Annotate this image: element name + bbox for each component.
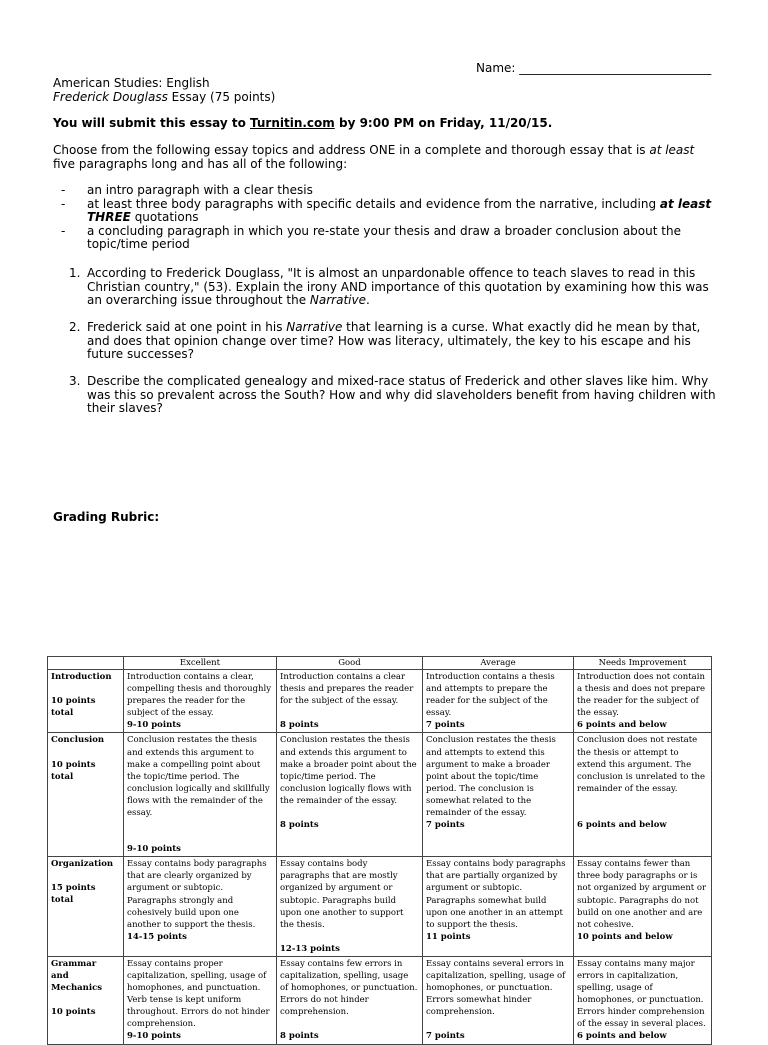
row-points-total: 15 points total xyxy=(51,883,96,906)
cell-text: Essay contains several errors in capitalization, spelling, usage of homophones, or punctuation. Errors somewhat hinder comprehension. xyxy=(426,958,566,1018)
instructions-text: Choose from the following essay topics and address ONE in a complete and thorough essay that is xyxy=(53,143,650,157)
rubric-row-grammar xyxy=(48,956,712,1044)
row-points-total: 10 points total xyxy=(51,759,96,782)
topic-emphasis: Narrative xyxy=(309,293,366,307)
cell-points: 6 points and below xyxy=(577,720,667,731)
table-cell xyxy=(423,670,574,733)
essay-topics-list xyxy=(69,267,717,429)
cell-text: Introduction contains a thesis and attempts to prepare the reader for the subject of the essay. xyxy=(426,672,555,719)
table-cell xyxy=(574,670,712,733)
table-cell xyxy=(277,733,423,857)
cell-points: 7 points xyxy=(426,1031,465,1042)
assignment-points: Essay (75 points) xyxy=(167,90,276,104)
column-header: Good xyxy=(277,657,423,670)
cell-points: 8 points xyxy=(280,820,319,831)
name-field-label: Name: ________________________________ xyxy=(476,61,712,75)
table-cell xyxy=(574,733,712,857)
requirement-item xyxy=(61,198,721,225)
topic-text: Frederick said at one point in his xyxy=(87,320,287,334)
table-cell xyxy=(124,670,277,733)
topic-emphasis: Narrative xyxy=(286,320,343,334)
cell-points: 8 points xyxy=(280,1031,319,1042)
requirement-text: at least three body paragraphs with specific details and evidence from the narrative, including xyxy=(87,196,660,211)
cell-points: 9-10 points xyxy=(127,1031,181,1042)
cell-text: Conclusion restates the thesis and attempts to extend this argument to make a broader point about the topic/time period. The conclusion is somewhat related to the remainder of the essay. xyxy=(426,735,556,819)
table-cell xyxy=(423,733,574,857)
course-header xyxy=(53,76,275,104)
topic-item xyxy=(69,267,717,308)
cell-text: Conclusion does not restate the thesis or attempt to extend this argument. The conclusion is unrelated to the remainder of the essay. xyxy=(577,735,706,794)
column-header: Needs Improvement xyxy=(574,657,712,670)
topic-number: 3. xyxy=(69,374,81,388)
row-points-total: 10 points xyxy=(51,1007,96,1018)
row-label: Conclusion xyxy=(51,735,105,746)
cell-text: Introduction contains a clear thesis and prepares the reader for the subject of the essay. xyxy=(280,672,414,707)
cell-text: Essay contains proper capitalization, spelling, usage of homophones, and punctuation. Verb tense is kept uniform throughout. Errors do not hinder comprehension. xyxy=(127,958,270,1030)
table-cell xyxy=(423,857,574,957)
cell-points: 10 points and below xyxy=(577,931,673,942)
table-cell xyxy=(574,956,712,1044)
requirement-item xyxy=(61,225,721,252)
table-cell xyxy=(124,857,277,957)
cell-text: Introduction contains a clear, compelling thesis and thoroughly prepares the reader for the subject of the essay. xyxy=(127,672,272,719)
cell-text: Essay contains few errors in capitalization, spelling, usage of homophones, or punctuation. Errors do not hinder comprehension. xyxy=(280,958,418,1018)
cell-text: Essay contains body paragraphs that are mostly organized by argument or subtopic. Paragraphs build upon one another to support the thesis. xyxy=(280,859,404,930)
cell-points: 7 points xyxy=(426,720,465,731)
grading-rubric-table xyxy=(47,656,712,1045)
rubric-row-organization xyxy=(48,857,712,957)
topic-text-end: that learning is a curse. What exactly did he mean by that, and does that opinion change over time? How was literacy, ultimately, the key to his escape and his future successes? xyxy=(87,320,701,361)
submission-instructions xyxy=(53,116,552,130)
topic-number: 2. xyxy=(69,320,81,334)
cell-points: 8 points xyxy=(280,720,319,731)
column-header: Excellent xyxy=(124,657,277,670)
table-cell xyxy=(124,733,277,857)
rubric-header-row xyxy=(48,657,712,670)
column-header: Average xyxy=(423,657,574,670)
course-title: American Studies: English xyxy=(53,76,210,90)
rubric-row-conclusion xyxy=(48,733,712,857)
instructions-paragraph xyxy=(53,144,718,171)
cell-points: 6 points and below xyxy=(577,819,667,830)
rubric-heading: Grading Rubric: xyxy=(53,510,160,524)
submit-deadline: by 9:00 PM on Friday, 11/20/15. xyxy=(334,116,553,130)
instructions-text-end: five paragraphs long and has all of the following: xyxy=(53,156,348,171)
table-cell xyxy=(277,670,423,733)
requirement-text: an intro paragraph with a clear thesis xyxy=(87,183,313,197)
requirements-list xyxy=(61,184,721,252)
rubric-row-introduction xyxy=(48,670,712,733)
topic-text: Describe the complicated genealogy and mixed-race status of Frederick and other slaves like him. Why was this so prevalent across the South? How and why did slaveholders benefit from having children with their slaves? xyxy=(87,374,716,415)
table-cell xyxy=(574,857,712,957)
cell-text: Essay contains fewer than three body paragraphs or is not organized by argument or subtopic. Paragraphs do not build on one another and are not cohesive. xyxy=(577,859,707,930)
cell-points: 14-15 points xyxy=(127,931,187,942)
turnitin-link[interactable]: Turnitin.com xyxy=(250,116,335,130)
row-label: Organization xyxy=(51,859,114,870)
cell-text: Essay contains many major errors in capitalization, spelling, usage of homophones, or punctuation. Errors hinder comprehension of the essay in several places. xyxy=(577,958,706,1030)
cell-text: Essay contains body paragraphs that are clearly organized by argument or subtopic. Paragraphs strongly and cohesively build upon one another to support the thesis. xyxy=(127,859,267,930)
table-cell xyxy=(423,956,574,1044)
cell-text: Essay contains body paragraphs that are partially organized by argument or subtopic. Paragraphs somewhat build upon one another in an attempt to support the thesis. xyxy=(426,859,566,930)
topic-text-end: . xyxy=(365,293,370,307)
requirement-text-end: quotations xyxy=(130,210,199,224)
cell-text: Conclusion restates the thesis and extends this argument to make a broader point about the topic/time period. The conclusion logically flows with the remainder of the essay. xyxy=(280,735,417,806)
submit-prefix: You will submit this essay to xyxy=(53,116,250,130)
cell-text: Introduction does not contain a thesis and does not prepare the reader for the subject of the essay. xyxy=(577,672,706,719)
assignment-book-title: Frederick Douglass xyxy=(53,90,168,104)
table-cell xyxy=(277,956,423,1044)
topic-item xyxy=(69,375,717,416)
cell-points: 7 points xyxy=(426,820,465,831)
cell-points: 12-13 points xyxy=(280,943,340,954)
cell-points: 6 points and below xyxy=(577,1031,667,1042)
row-label: Introduction xyxy=(51,672,112,682)
table-cell xyxy=(277,857,423,957)
row-label: Grammar and Mechanics xyxy=(51,958,103,994)
assignment-title xyxy=(53,90,275,104)
row-label-cell xyxy=(48,956,124,1044)
cell-text: Conclusion restates the thesis and extends this argument to make a compelling point about the topic/time period. The conclusion logically and skillfully flows with the remainder of the essay. xyxy=(127,735,270,819)
topic-number: 1. xyxy=(69,266,81,280)
table-cell xyxy=(124,956,277,1044)
requirement-emphasis: at least THREE xyxy=(87,196,712,224)
instructions-emphasis: at least xyxy=(649,143,695,157)
row-label-cell xyxy=(48,857,124,957)
rubric-corner-cell xyxy=(48,657,124,670)
cell-points: 9-10 points xyxy=(127,844,181,855)
row-label-cell xyxy=(48,670,124,733)
row-label-cell xyxy=(48,733,124,857)
cell-points: 9-10 points xyxy=(127,720,181,731)
requirement-text: a concluding paragraph in which you re-state your thesis and draw a broader conclusion about the topic/time period xyxy=(87,223,681,251)
topic-text: According to Frederick Douglass, "It is almost an unpardonable offence to teach slaves to read in this Christian country," (53). Explain the irony AND importance of this quotation by examining how this was an overarching issue throughout the xyxy=(87,266,709,307)
topic-item xyxy=(69,321,717,362)
cell-points: 11 points xyxy=(426,931,471,942)
row-points-total: 10 points total xyxy=(51,696,96,719)
requirement-item xyxy=(61,184,721,198)
